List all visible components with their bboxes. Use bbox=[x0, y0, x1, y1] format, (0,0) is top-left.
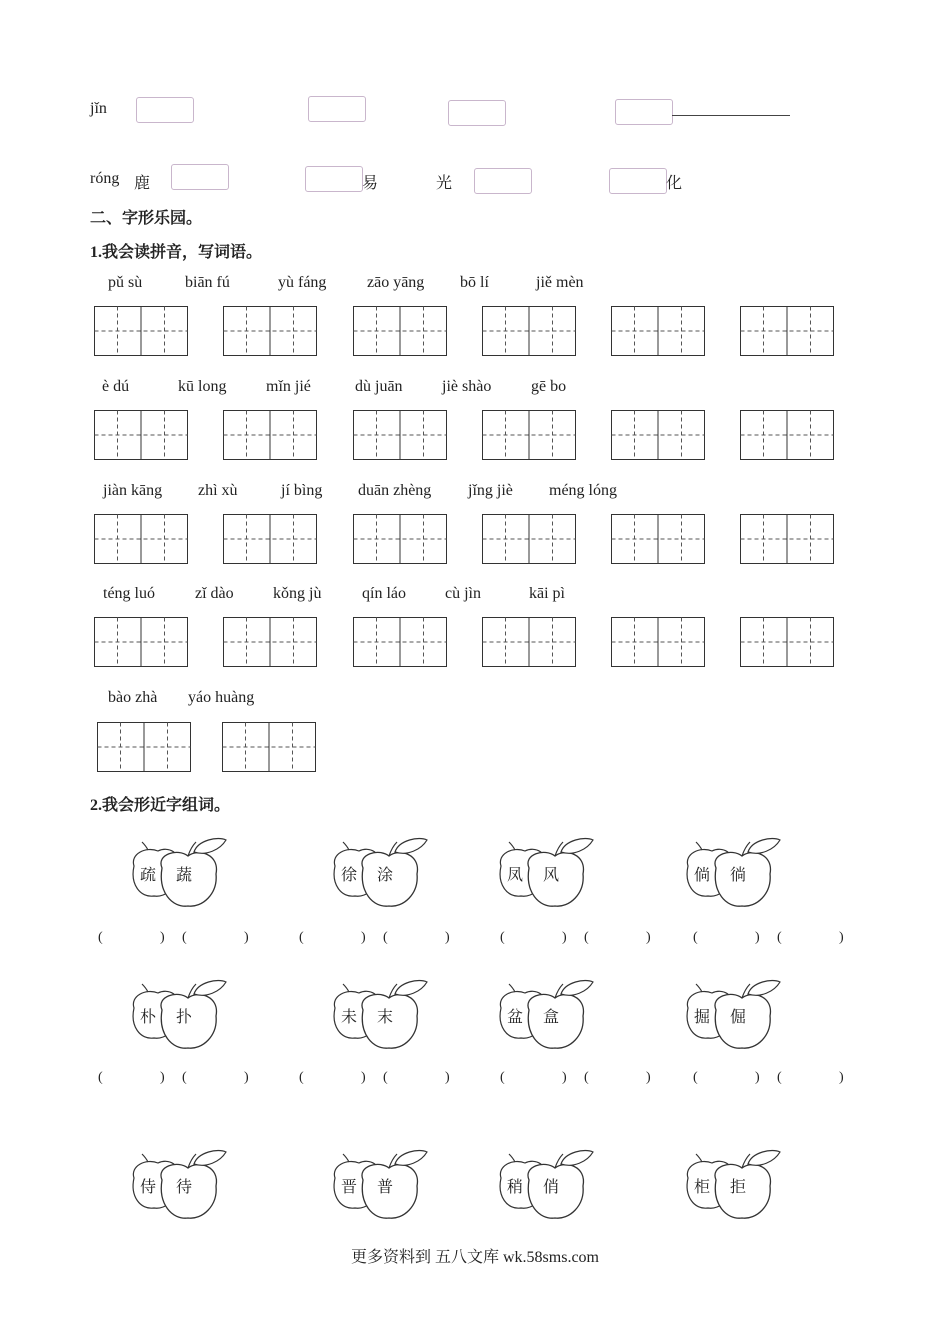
paren-open: ( bbox=[777, 1070, 782, 1085]
answer-blank[interactable] bbox=[198, 1068, 238, 1086]
writing-grid[interactable] bbox=[94, 306, 189, 357]
writing-grid[interactable] bbox=[94, 410, 189, 461]
pinyin-word: bào zhà bbox=[108, 689, 158, 706]
paren-close: ) bbox=[361, 1070, 366, 1085]
answer-blank[interactable] bbox=[114, 928, 154, 946]
writing-grid[interactable] bbox=[740, 514, 835, 565]
paren-open: ( bbox=[98, 930, 103, 945]
answer-blank[interactable] bbox=[516, 928, 556, 946]
writing-grid[interactable] bbox=[740, 617, 835, 668]
char-left: 疏 bbox=[140, 867, 157, 884]
paren-open: ( bbox=[299, 1070, 304, 1085]
pinyin-label-jin: jǐn bbox=[90, 100, 107, 117]
answer-box[interactable] bbox=[615, 99, 673, 125]
answer-blank[interactable] bbox=[315, 1068, 355, 1086]
char-left: 柜 bbox=[694, 1179, 711, 1196]
pinyin-word: pǔ sù bbox=[108, 274, 143, 291]
char-left: 盆 bbox=[507, 1009, 524, 1026]
answer-blank[interactable] bbox=[793, 928, 833, 946]
char-right: 待 bbox=[176, 1179, 193, 1196]
writing-grid[interactable] bbox=[223, 514, 318, 565]
writing-grid[interactable] bbox=[94, 617, 189, 668]
pinyin-word: téng luó bbox=[103, 585, 155, 602]
char-right: 蔬 bbox=[176, 867, 193, 884]
char-right: 风 bbox=[543, 867, 560, 884]
char-guang: 光 bbox=[436, 175, 453, 192]
answer-blank[interactable] bbox=[709, 928, 749, 946]
paren-open: ( bbox=[584, 930, 589, 945]
paren-open: ( bbox=[693, 1070, 698, 1085]
char-right: 盒 bbox=[543, 1009, 560, 1026]
pinyin-word: qín láo bbox=[362, 585, 406, 602]
paren-close: ) bbox=[755, 930, 760, 945]
writing-grid[interactable] bbox=[353, 410, 448, 461]
paren-open: ( bbox=[182, 930, 187, 945]
answer-blank[interactable] bbox=[600, 1068, 640, 1086]
writing-grid[interactable] bbox=[223, 410, 318, 461]
pinyin-word: méng lóng bbox=[549, 482, 617, 499]
answer-blank[interactable] bbox=[315, 928, 355, 946]
char-left: 倘 bbox=[694, 867, 711, 884]
answer-box[interactable] bbox=[305, 166, 363, 192]
pinyin-word: jǐng jiè bbox=[468, 482, 513, 499]
answer-blank[interactable] bbox=[516, 1068, 556, 1086]
writing-grid[interactable] bbox=[353, 514, 448, 565]
paren-open: ( bbox=[584, 1070, 589, 1085]
pinyin-word: zhì xù bbox=[198, 482, 238, 499]
writing-grid[interactable] bbox=[94, 514, 189, 565]
paren-close: ) bbox=[839, 1070, 844, 1085]
answer-line bbox=[672, 115, 790, 116]
paren-open: ( bbox=[299, 930, 304, 945]
paren-close: ) bbox=[244, 1070, 249, 1085]
writing-grid[interactable] bbox=[611, 410, 706, 461]
paren-close: ) bbox=[755, 1070, 760, 1085]
char-right: 普 bbox=[377, 1179, 394, 1196]
writing-grid[interactable] bbox=[97, 722, 192, 773]
char-right: 涂 bbox=[377, 867, 394, 884]
writing-grid[interactable] bbox=[740, 306, 835, 357]
pinyin-word: mǐn jié bbox=[266, 378, 311, 395]
pinyin-word: yù fáng bbox=[278, 274, 327, 291]
pinyin-word: è dú bbox=[102, 378, 130, 395]
char-hua: 化 bbox=[666, 175, 683, 192]
pinyin-word: jiě mèn bbox=[536, 274, 584, 291]
writing-grid[interactable] bbox=[740, 410, 835, 461]
writing-grid[interactable] bbox=[222, 722, 317, 773]
char-lu: 鹿 bbox=[134, 175, 151, 192]
section-title: 二、字形乐园。 bbox=[90, 210, 203, 227]
paren-close: ) bbox=[445, 930, 450, 945]
char-left: 未 bbox=[341, 1009, 358, 1026]
writing-grid[interactable] bbox=[611, 617, 706, 668]
answer-box[interactable] bbox=[136, 97, 194, 123]
char-yi: 易 bbox=[362, 175, 379, 192]
char-left: 侍 bbox=[140, 1179, 157, 1196]
paren-close: ) bbox=[562, 1070, 567, 1085]
writing-grid[interactable] bbox=[482, 306, 577, 357]
paren-open: ( bbox=[500, 1070, 505, 1085]
answer-box[interactable] bbox=[474, 168, 532, 194]
pinyin-word: zāo yāng bbox=[367, 274, 425, 291]
char-left: 晋 bbox=[341, 1179, 358, 1196]
paren-close: ) bbox=[839, 930, 844, 945]
pinyin-word: jiàn kāng bbox=[103, 482, 163, 499]
pinyin-word: cù jìn bbox=[445, 585, 481, 602]
pinyin-word: jí bìng bbox=[281, 482, 323, 499]
answer-box[interactable] bbox=[448, 100, 506, 126]
char-left: 徐 bbox=[341, 867, 358, 884]
answer-blank[interactable] bbox=[709, 1068, 749, 1086]
pinyin-label-rong: róng bbox=[90, 170, 120, 187]
paren-close: ) bbox=[646, 1070, 651, 1085]
paren-open: ( bbox=[777, 930, 782, 945]
pinyin-word: kǒng jù bbox=[273, 585, 322, 602]
paren-close: ) bbox=[445, 1070, 450, 1085]
paren-open: ( bbox=[383, 930, 388, 945]
char-left: 掘 bbox=[694, 1009, 711, 1026]
answer-blank[interactable] bbox=[198, 928, 238, 946]
paren-close: ) bbox=[160, 930, 165, 945]
part1-title: 1.我会读拼音，写词语。 bbox=[90, 244, 263, 261]
writing-grid[interactable] bbox=[482, 514, 577, 565]
char-right: 徜 bbox=[730, 867, 747, 884]
pinyin-word: jiè shào bbox=[442, 378, 492, 395]
answer-box[interactable] bbox=[171, 164, 229, 190]
pinyin-word: biān fú bbox=[185, 274, 230, 291]
footer-text: 更多资料到 五八文库 wk.58sms.com bbox=[350, 1249, 599, 1266]
char-left: 稍 bbox=[507, 1179, 524, 1196]
char-left: 朴 bbox=[140, 1009, 157, 1026]
answer-blank[interactable] bbox=[793, 1068, 833, 1086]
char-right: 倔 bbox=[730, 1009, 747, 1026]
answer-blank[interactable] bbox=[114, 1068, 154, 1086]
pinyin-word: zǐ dào bbox=[195, 585, 234, 602]
answer-box[interactable] bbox=[308, 96, 366, 122]
paren-open: ( bbox=[182, 1070, 187, 1085]
char-right: 拒 bbox=[730, 1179, 747, 1196]
char-right: 俏 bbox=[543, 1179, 560, 1196]
writing-grid[interactable] bbox=[482, 617, 577, 668]
paren-open: ( bbox=[693, 930, 698, 945]
pinyin-word: duān zhèng bbox=[358, 482, 432, 499]
writing-grid[interactable] bbox=[611, 514, 706, 565]
pinyin-word: dù juān bbox=[355, 378, 403, 395]
paren-close: ) bbox=[244, 930, 249, 945]
writing-grid[interactable] bbox=[353, 617, 448, 668]
pinyin-word: yáo huàng bbox=[188, 689, 255, 706]
part2-title: 2.我会形近字组词。 bbox=[90, 797, 231, 814]
paren-close: ) bbox=[160, 1070, 165, 1085]
answer-blank[interactable] bbox=[399, 1068, 439, 1086]
writing-grid[interactable] bbox=[353, 306, 448, 357]
paren-open: ( bbox=[98, 1070, 103, 1085]
answer-box[interactable] bbox=[609, 168, 667, 194]
pinyin-word: bō lí bbox=[460, 274, 489, 291]
pinyin-word: kū long bbox=[178, 378, 227, 395]
answer-blank[interactable] bbox=[399, 928, 439, 946]
char-right: 扑 bbox=[176, 1009, 193, 1026]
paren-open: ( bbox=[500, 930, 505, 945]
writing-grid[interactable] bbox=[223, 617, 318, 668]
writing-grid[interactable] bbox=[223, 306, 318, 357]
writing-grid[interactable] bbox=[611, 306, 706, 357]
pinyin-word: gē bo bbox=[531, 378, 567, 395]
pinyin-word: kāi pì bbox=[529, 585, 565, 602]
paren-open: ( bbox=[383, 1070, 388, 1085]
answer-blank[interactable] bbox=[600, 928, 640, 946]
char-left: 凤 bbox=[507, 867, 524, 884]
char-right: 末 bbox=[377, 1009, 394, 1026]
writing-grid[interactable] bbox=[482, 410, 577, 461]
paren-close: ) bbox=[646, 930, 651, 945]
paren-close: ) bbox=[361, 930, 366, 945]
paren-close: ) bbox=[562, 930, 567, 945]
